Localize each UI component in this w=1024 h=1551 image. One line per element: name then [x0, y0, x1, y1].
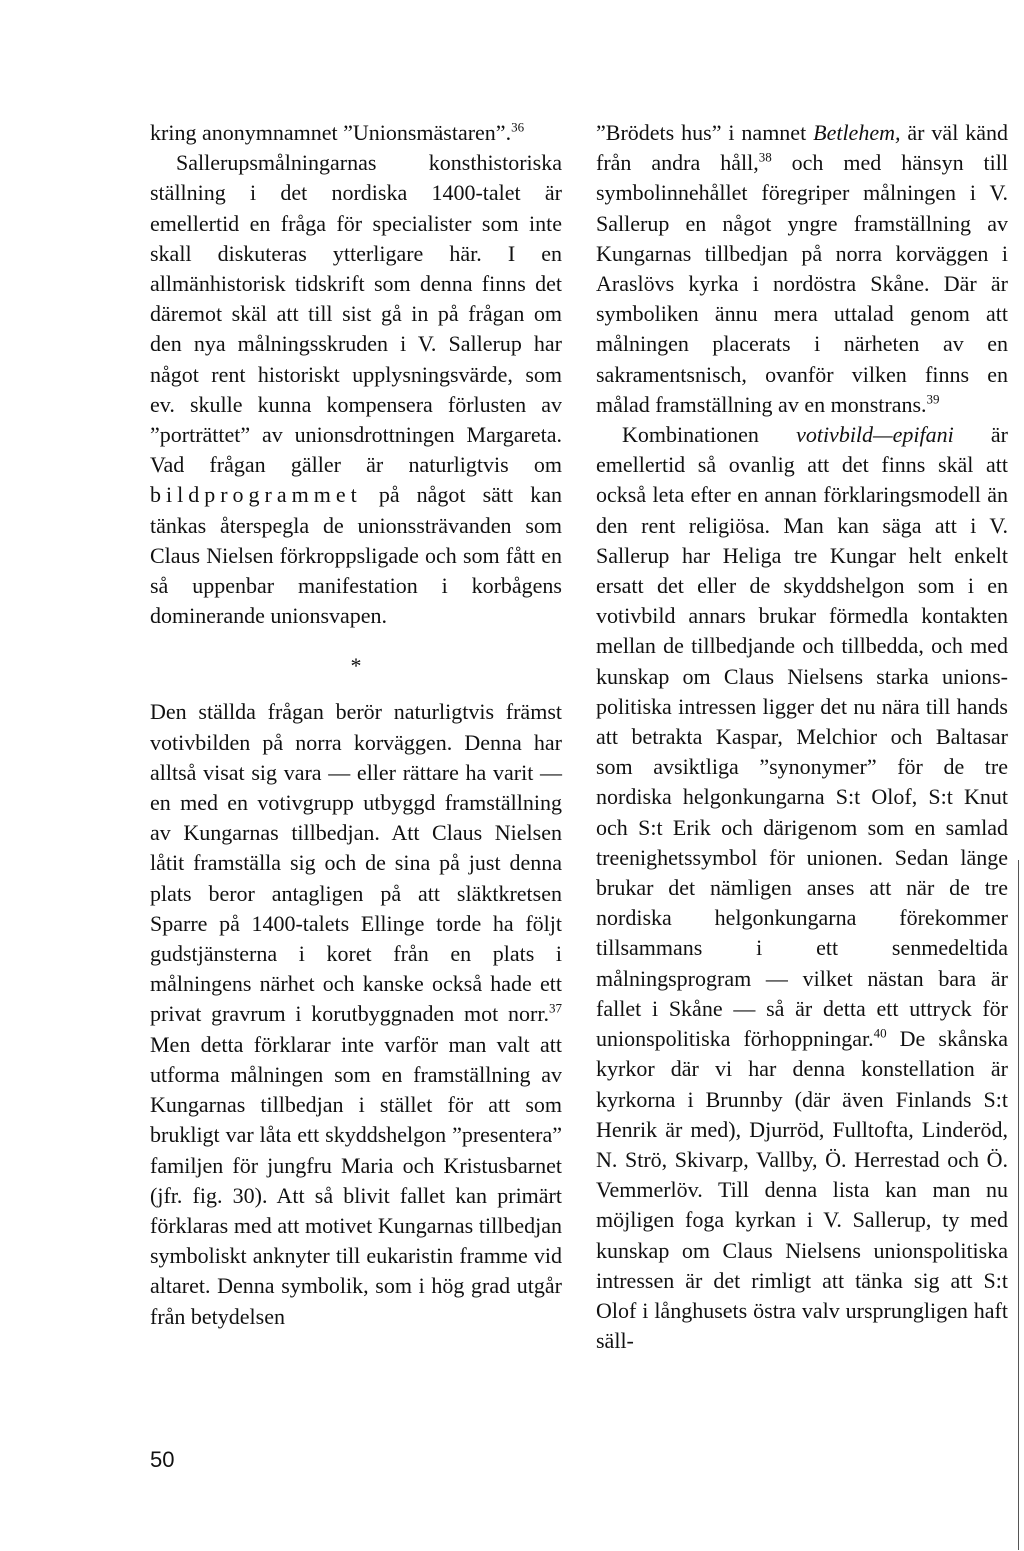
paragraph	[596, 118, 1008, 420]
paragraph	[150, 118, 562, 148]
right-text-column	[596, 118, 1008, 1356]
paragraph-text: Den ställda frågan berör naturligtvis främst votivbilden på norra korväggen. Denna har alltså visat sig vara — eller rättare ha varit — en med en votivgrupp utbyggd framställning av Kungarnas tillbedjan. Att Claus Nielsen låtit framställa sig och de sina på just denna plats beror antagligen på att släktkretsen Sparre på 1400-talets Ellinge torde ha följt gudstjänsterna i koret från en plats i målningens närhet och kanske också hade ett privat gravrum i korutbyggnaden mot norr.	[150, 699, 562, 1027]
paragraph-text: på något sätt kan tänkas återspegla de unionssträvanden som Claus Nielsen förkroppsligade och som fått en så uppenbar manifestation i korbågens dominerande unionsvapen.	[150, 482, 562, 629]
paragraph-text: Kombinationen	[622, 422, 797, 448]
paragraph-text: De skånska kyrkor där vi har denna konstellation är kyrkorna i Brunnby (där även Finlands S:t Henrik är med), Djurröd, Fulltofta, Linderöd, N. Strö, Skivarp, Vallby, Ö. Herrestad och Ö. Vemmerlöv. Till denna lista kan man nu möjligen foga kyrkan i V. Sallerup, ty med kunskap om Claus Nielsens unionspolitiska intressen är det rimligt att tänka sig att S:t Olof i långhusets östra valv ursprungligen haft säll-	[596, 1026, 1008, 1354]
paragraph	[596, 420, 1008, 1356]
paragraph-text: Sallerupsmålningarnas konsthistoriska ställning i det nordiska 1400-talet är emellertid en fråga för specialister som inte skall diskuteras ytterligare här. I en allmänhistorisk tidskrift som denna finns det däremot skäl att till sist gå in på frågan om den nya målningsskruden i V. Sallerup har något rent historiskt upplysningsvärde, som ev. skulle kunna kompensera förlusten av ”porträttet” av unionsdrottningen Margareta. Vad frågan gäller är naturligtvis om	[150, 150, 562, 478]
paragraph-text: Men detta förklarar inte varför man valt att utforma målningen som en framställning av Kungarnas tillbedjan i stället för att som brukligt var låta ett skyddshelgon ”presentera” familjen för jungfru Maria och Kristusbarnet (jfr. fig. 30). Att så blivit fallet kan primärt förklaras med att motivet Kungarnas tillbedjan symboliskt anknyter till eukaristin framme vid altaret. Denna symbolik, som i hög grad utgår från betydelsen	[150, 1031, 562, 1329]
paragraph-text: är väl känd från andra håll,	[596, 120, 1009, 176]
paragraph	[150, 697, 562, 1331]
page-number: 50	[150, 1447, 175, 1472]
italic-text: Betlehem,	[813, 120, 901, 145]
scan-edge-line	[1018, 860, 1019, 1550]
emphasized-spaced-text: bildprogrammet	[150, 482, 362, 508]
footnote-ref: 38	[758, 149, 772, 165]
paragraph-text: kring anonymnamnet ”Unionsmästaren”.	[150, 120, 512, 145]
paragraph-text: och med hänsyn till symbolinnehållet föregriper målningen i V. Sallerup en något yngre framställning av Kungarnas tillbedjan på norra korväggen i Araslövs kyrka i nordöstra Skåne. Där är symboliken ännu mera uttalad genom att målningen placerats i närheten av en sakramentsnisch, ovanför vilken finns en målad framställning av en monstrans.	[596, 150, 1008, 417]
footnote-ref: 40	[873, 1025, 887, 1041]
footnote-ref: 37	[549, 1001, 562, 1017]
paragraph-text: är emellertid så ovanlig att det finns skäl att också leta efter en annan förklaringsmodell än den rent religiösa. Man kan säga att i V. Sallerup har Heliga tre Kungar helt enkelt ersatt det eller de skyddshelgon som i en votivbild annars brukar förmedla kontakten mellan de tillbedjande och tillbedda, och med kunskap om Claus Nielsens starka unionspolitiska intressen ligger det nu nära till hands att betrakta Kaspar, Melchior och Baltasar som avsiktliga ”synonymer” för de tre nordiska helgonkungarna S:t Olof, S:t Knut och S:t Erik och därigenom som en samlad treenighetssymbol för unionen. Sedan länge brukar det nämligen anses att när de tre nordiska helgonkungarna förekommer tillsammans i ett senmedeltida målningsprogram — vilket nästan bara är fallet i Skåne — så är detta ett uttryck för unionspolitiska förhoppningar.	[596, 422, 1008, 1052]
paragraph	[150, 148, 562, 631]
footnote-ref: 39	[926, 391, 940, 407]
paragraph-text: ”Brödets hus” i namnet	[596, 120, 814, 145]
footnote-ref: 36	[511, 119, 525, 135]
left-text-column	[150, 118, 562, 1332]
section-separator-asterisk: *	[350, 653, 362, 679]
italic-text: votivbild—epifani	[796, 422, 954, 448]
